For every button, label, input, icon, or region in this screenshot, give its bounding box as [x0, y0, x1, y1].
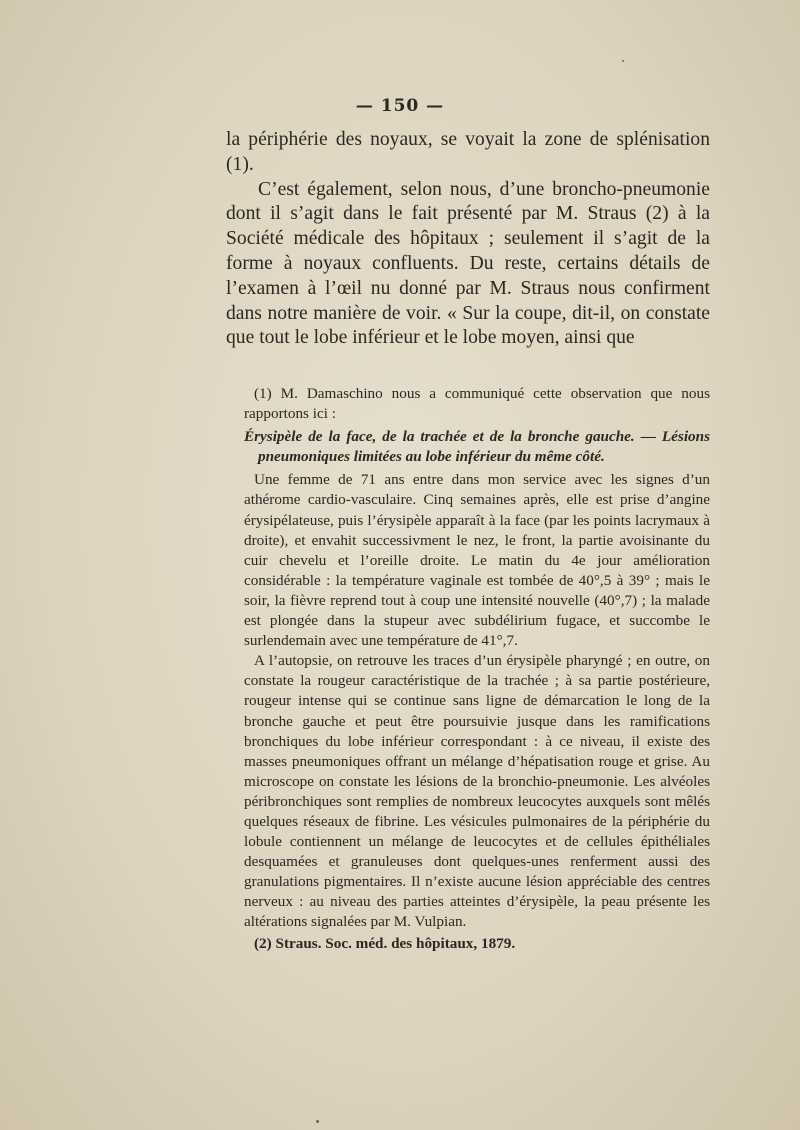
paper-speck [316, 1120, 319, 1123]
footnote-1-paragraph-2: A l’autopsie, on retrouve les traces d’un érysipèle pharyngé ; en outre, on constate la rougeur caractéristique de la trachée ; à sa partie postérieure, rougeur intense qui se continue sans ligne de démarcation le long de la bronche gauche et peut être poursuivie jusque dans les ramifications bronchiques du lobe inférieur correspondant : à ce niveau, il existe des masses pneumoniques offrant un mélange d’hépatisation rouge et grise. Au microscope on constate les lésions de la bronchio-pneumonie. Les alvéoles péribronchiques sont remplies de nombreux leucocytes auxquels sont mêlés quelques réseaux de fibrine. Les vésicules pulmonaires de la périphérie du lobule contiennent un mélange de leucocytes et de cellules épithéliales desquamées et granuleuses dont quelques-unes renferment aussi des granulations pigmentaires. Il n’existe aucune lésion appréciable des centres nerveux : au niveau des parties atteintes d’érysipèle, la peau présente les altérations signalées par M. Vulpian. [244, 652, 710, 931]
footnote-1-intro: (1) M. Damaschino nous a communiqué cette observation que nous rapportons ici : [244, 385, 710, 423]
footnote-1-heading: Érysipèle de la face, de la trachée et de la bronche gauche. — Lésions pneumoniques limitées au lobe inférieur du même côté. [244, 428, 710, 466]
footnote-2: (2) Straus. Soc. méd. des hôpitaux, 1879. [254, 934, 516, 952]
main-text [226, 128, 710, 351]
footnote-1-paragraph-1: Une femme de 71 ans entre dans mon service avec les signes d’un athérome cardio-vasculaire. Cinq semaines après, elle est prise d’angine érysipélateuse, puis l’érysipèle apparaît à la face (par les points lacrymaux à droite), et envahit successivment le nez, le front, la partie avoisinante du cuir chevelu et l’oreille droite. Le matin du 4e jour amélioration considérable : la température vaginale est tombée de 40°,5 à 39° ; mais le soir, la fièvre reprend tout à coup une intensité nouvelle (40°,7) ; la malade est plongée dans la stupeur avec subdélirium fugace, et succombe le surlendemain avec une température de 41°,7. [244, 471, 710, 650]
body-paragraph-1: la périphérie des noyaux, se voyait la zone de splénisation (1). [226, 129, 710, 175]
paper-speck [622, 60, 624, 62]
page-number: — 150 — [355, 96, 445, 116]
body-paragraph-2: C’est également, selon nous, d’une broncho-pneumonie dont il s’agit dans le fait présenté par M. Straus (2) à la Société médicale des hôpitaux ; seulement il s’agit de la forme à noyaux confluents. Du reste, certains détails de l’examen à l’œil nu donné par M. Straus nous confirment dans notre manière de voir. « Sur la coupe, dit-il, on constate que tout le lobe inférieur et le lobe moyen, ainsi que [226, 178, 710, 349]
footnotes [244, 384, 710, 954]
